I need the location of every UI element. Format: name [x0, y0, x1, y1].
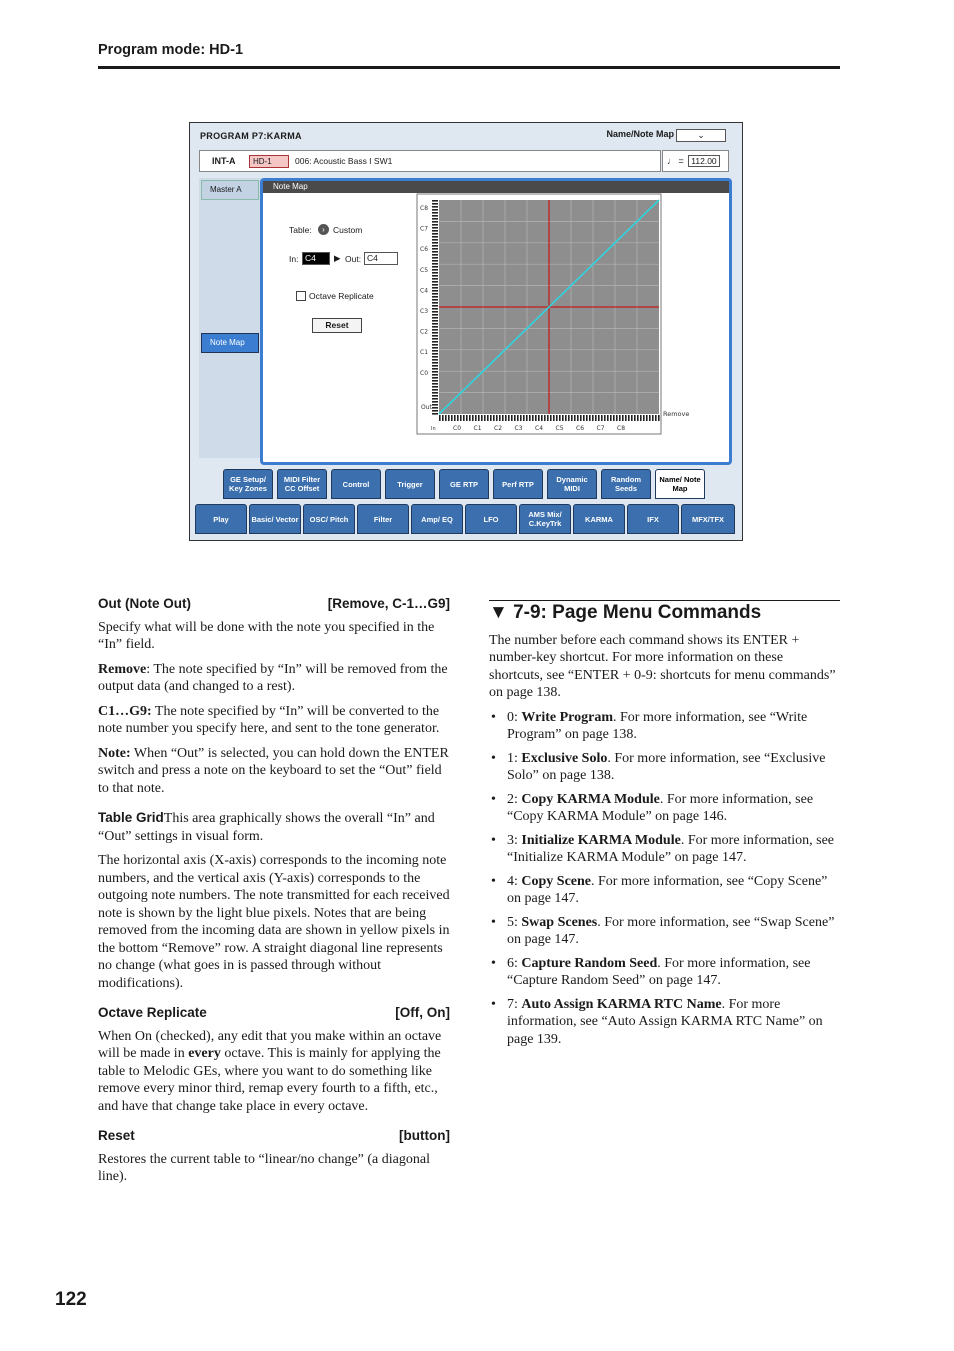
c1g9-desc: The note specified by “In” will be converted to the note number you specify here, and sent to the tone generator. — [98, 703, 440, 736]
command-item — [489, 750, 840, 785]
right-column — [489, 600, 840, 1054]
note-desc: When “Out” is selected, you can hold down the ENTER switch and press a note on the keyboard to set the “Out” field to that note. — [98, 745, 449, 796]
grid-x-label: C6 — [576, 425, 585, 432]
table-grid-p1: This area graphically shows the overall “In” and “Out” settings in visual form. — [98, 811, 435, 844]
remove-label: Remove — [663, 410, 690, 418]
octave-param-heading — [98, 1004, 450, 1022]
bank-label: INT-A — [212, 156, 236, 166]
reset-param-heading — [98, 1127, 450, 1145]
grid-y-label: C2 — [420, 328, 429, 336]
subtab-midi-filter[interactable]: MIDI Filter CC Offset — [277, 469, 327, 499]
table-grid-heading: Table Grid — [98, 810, 164, 825]
tempo-value: 112.00 — [688, 155, 719, 167]
tab-play[interactable]: Play — [195, 504, 247, 534]
command-name: Auto Assign KARMA RTC Name — [521, 996, 722, 1012]
table-value[interactable]: Custom — [333, 225, 363, 235]
command-key: 5: — [507, 914, 522, 930]
command-name: Copy Scene — [521, 873, 592, 889]
running-head: Program mode: HD-1 — [98, 42, 244, 58]
octave-range: [Off, On] — [395, 1005, 450, 1020]
out-desc: Specify what will be done with the note you specified in the “In” field. — [98, 619, 435, 652]
out-range: [Remove, C-1…G9] — [327, 596, 450, 611]
command-key: 2: — [507, 791, 522, 807]
grid-y-label: C0 — [420, 369, 429, 377]
remove-desc: : The note specified by “In” will be removed from the output data (and changed to a rest). — [98, 661, 448, 694]
screen-title: PROGRAM P7:KARMA — [200, 131, 302, 141]
karma-screen-screenshot — [189, 122, 743, 541]
chevron-right-icon[interactable]: › — [318, 224, 329, 235]
tab-lfo[interactable]: LFO — [465, 504, 517, 534]
table-label: Table: — [289, 225, 312, 235]
grid-x-label: C1 — [473, 425, 482, 432]
grid-y-label: C3 — [420, 308, 429, 315]
octave-heading: Octave Replicate — [98, 1005, 207, 1020]
c1g9-desc-para — [98, 703, 450, 738]
grid-x-label: C8 — [617, 425, 626, 432]
grid-x-label: C3 — [514, 425, 523, 432]
command-name: Swap Scenes — [521, 914, 598, 930]
subtab-control[interactable]: Control — [331, 469, 381, 499]
table-grid-para — [98, 809, 450, 845]
command-key: 3: — [507, 832, 522, 848]
command-name: Capture Random Seed — [521, 955, 658, 971]
command-list — [489, 709, 840, 1049]
out-param-heading — [98, 595, 450, 613]
play-arrow-icon: ▶ — [334, 253, 341, 263]
command-desc: . For more information, see “Exclusive Solo” on page 138. — [507, 750, 826, 783]
mode-badge: HD-1 — [249, 155, 289, 168]
grid-y-label: C8 — [420, 205, 429, 212]
command-key: 7: — [507, 996, 522, 1012]
in-field[interactable]: C4 — [302, 252, 330, 265]
command-key: 0: — [507, 709, 522, 725]
remove-desc-para — [98, 661, 450, 696]
subtab-dynamic-midi[interactable]: Dynamic MIDI — [547, 469, 597, 499]
section-title: ▼ 7-9: Page Menu Commands — [489, 602, 762, 623]
grid-x-label: C2 — [494, 425, 503, 432]
octave-desc-a: When On (checked), any edit that you make within an octave will be made in — [98, 1028, 442, 1061]
reset-button[interactable]: Reset — [312, 318, 362, 333]
grid-x-label: C7 — [596, 425, 605, 432]
subtab-name-note-map[interactable]: Name/ Note Map — [655, 469, 705, 499]
in-label: In: — [289, 254, 299, 264]
octave-replicate-checkbox[interactable] — [296, 291, 306, 301]
program-info-row[interactable] — [199, 150, 661, 172]
remove-term: Remove — [98, 661, 147, 677]
command-item — [489, 996, 840, 1049]
command-item — [489, 873, 840, 908]
command-desc: . For more information, see “Write Program” on page 138. — [507, 709, 808, 742]
octave-desc-b: octave. This is mainly for applying the table to Melodic GEs, where you want to do something like remove every minor third, remap every fourth to a fifth, etc., and have that change take place in every octave. — [98, 1046, 441, 1114]
section-intro: The number before each command shows its ENTER + number-key shortcut. For more information on these shortcuts, see “ENTER + 0-9: shortcuts for menu commands” on page 138. — [489, 632, 836, 700]
in-axis-label: In — [431, 426, 436, 432]
command-desc: . For more information, see “Copy Scene” on page 147. — [507, 873, 828, 906]
panel-title: Note Map — [263, 181, 729, 193]
note-term: Note: — [98, 745, 131, 761]
reset-range: [button] — [399, 1128, 450, 1143]
side-tab-column — [199, 178, 261, 458]
reset-heading: Reset — [98, 1128, 135, 1143]
tab-ifx[interactable]: IFX — [627, 504, 679, 534]
main-tab-row — [195, 504, 739, 534]
tab-basic-vector[interactable]: Basic/ Vector — [249, 504, 301, 534]
command-name: Copy KARMA Module — [521, 791, 660, 807]
table-grid[interactable] — [417, 194, 690, 434]
grid-y-label: C6 — [420, 246, 429, 254]
tab-osc-pitch[interactable]: OSC/ Pitch — [303, 504, 355, 534]
tab-karma[interactable]: KARMA — [573, 504, 625, 534]
command-key: 4: — [507, 873, 522, 889]
tab-amp-eq[interactable]: Amp/ EQ — [411, 504, 463, 534]
tab-filter[interactable]: Filter — [357, 504, 409, 534]
header-rule — [98, 66, 840, 69]
subtab-ge-setup[interactable]: GE Setup/ Key Zones — [223, 469, 273, 499]
grid-x-label: C5 — [555, 425, 564, 432]
command-name: Initialize KARMA Module — [521, 832, 681, 848]
tempo-prefix: ♩ = — [667, 156, 684, 166]
grid-y-label: C5 — [420, 266, 429, 274]
command-item — [489, 709, 840, 744]
left-column — [98, 595, 450, 1193]
page-menu-label: Name/Note Map — [606, 129, 674, 139]
out-label: Out: — [345, 254, 362, 264]
command-item — [489, 832, 840, 867]
tempo-field[interactable] — [662, 150, 729, 172]
subtab-ge-rtp[interactable]: GE RTP — [439, 469, 489, 499]
out-field[interactable]: C4 — [364, 252, 398, 265]
note-para — [98, 745, 450, 798]
octave-every: every — [188, 1046, 221, 1061]
command-name: Exclusive Solo — [521, 750, 608, 766]
c1g9-term: C1…G9: — [98, 703, 152, 719]
subtab-trigger[interactable]: Trigger — [385, 469, 435, 499]
command-desc: . For more information, see “Swap Scene” on page 147. — [507, 914, 835, 947]
grid-y-label: C1 — [420, 349, 429, 357]
command-desc: . For more information, see “Auto Assign KARMA RTC Name” on page 139. — [507, 996, 823, 1047]
command-item — [489, 955, 840, 990]
command-name: Write Program — [521, 709, 614, 725]
tab-ams-mix[interactable]: AMS Mix/ C.KeyTrk — [519, 504, 571, 534]
grid-x-label: C4 — [535, 425, 544, 432]
grid-y-label: C7 — [420, 225, 429, 233]
octave-replicate-label: Octave Replicate — [309, 291, 374, 301]
out-axis-label: Out — [421, 404, 432, 411]
command-item — [489, 914, 840, 949]
octave-desc — [98, 1028, 450, 1116]
subtab-perf-rtp[interactable]: Perf RTP — [493, 469, 543, 499]
command-key: 6: — [507, 955, 522, 971]
grid-x-label: C0 — [453, 425, 462, 432]
command-key: 1: — [507, 750, 522, 766]
command-desc: . For more information, see “Capture Random Seed” on page 147. — [507, 955, 811, 988]
page-menu-button[interactable] — [676, 129, 726, 142]
command-desc: . For more information, see “Copy KARMA Module” on page 146. — [507, 791, 814, 824]
tab-mfx-tfx[interactable]: MFX/TFX — [681, 504, 735, 534]
sub-tab-row — [198, 469, 734, 499]
side-tab-note-map[interactable]: Note Map — [201, 333, 259, 353]
note-map-panel — [260, 178, 732, 465]
command-item — [489, 791, 840, 826]
page-number: 122 — [55, 1289, 87, 1310]
reset-desc: Restores the current table to “linear/no change” (a diagonal line). — [98, 1151, 430, 1184]
grid-y-label: C4 — [420, 287, 429, 295]
table-grid-p2: The horizontal axis (X-axis) corresponds to the incoming note numbers, and the vertical axis (Y-axis) corresponds to the outgoing note numbers. The note transmitted for each received note is shown by the light blue pixels. Notes that are being removed from the incoming data are shown in yellow pixels in the bottom “Remove” row. A straight diagonal line represents no change (what goes in is passed through without modifications). — [98, 853, 450, 991]
out-heading: Out (Note Out) — [98, 596, 191, 611]
command-desc: . For more information, see “Initialize KARMA Module” on page 147. — [507, 832, 835, 865]
chevron-down-icon: ⌄ — [697, 130, 705, 140]
subtab-random-seeds[interactable]: Random Seeds — [601, 469, 651, 499]
side-tab-master-a[interactable]: Master A — [201, 180, 259, 200]
program-name: 006: Acoustic Bass I SW1 — [295, 156, 393, 166]
